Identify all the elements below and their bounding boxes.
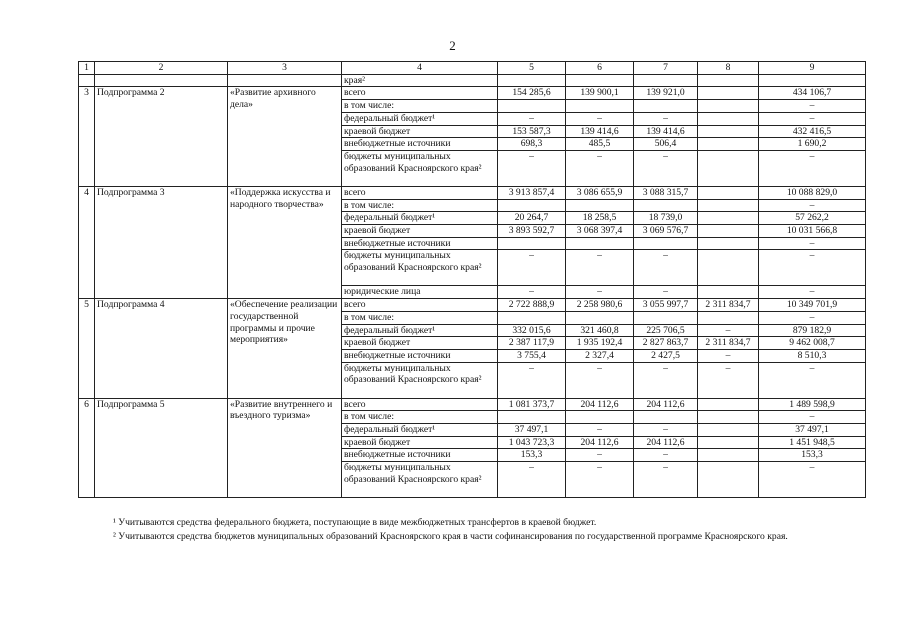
value-c7 bbox=[634, 100, 698, 113]
value-c6: 18 258,5 bbox=[566, 212, 634, 225]
value-c9: 153,3 bbox=[759, 449, 866, 462]
cont-cell-3 bbox=[228, 74, 342, 87]
source-label: в том числе: bbox=[342, 199, 498, 212]
cont-cell-4: края² bbox=[342, 74, 498, 87]
value-c5 bbox=[498, 411, 566, 424]
row-number: 6 bbox=[79, 398, 95, 498]
value-c5: – bbox=[498, 286, 566, 299]
cont-cell-6 bbox=[566, 74, 634, 87]
value-c8: – bbox=[698, 362, 759, 398]
table-row bbox=[79, 398, 866, 411]
value-c9: 8 510,3 bbox=[759, 349, 866, 362]
value-c5 bbox=[498, 100, 566, 113]
value-c5: 2 722 888,9 bbox=[498, 299, 566, 312]
value-c6: 2 258 980,6 bbox=[566, 299, 634, 312]
value-c6: 321 460,8 bbox=[566, 324, 634, 337]
value-c7: – bbox=[634, 462, 698, 498]
value-c8 bbox=[698, 398, 759, 411]
value-c9: 1 451 948,5 bbox=[759, 436, 866, 449]
header-row bbox=[79, 62, 866, 75]
value-c6: – bbox=[566, 150, 634, 186]
row-number: 5 bbox=[79, 299, 95, 399]
value-c7: 2 427,5 bbox=[634, 349, 698, 362]
value-c8 bbox=[698, 449, 759, 462]
cont-cell-9 bbox=[759, 74, 866, 87]
value-c8: – bbox=[698, 349, 759, 362]
value-c5: – bbox=[498, 112, 566, 125]
cont-cell-1 bbox=[79, 74, 95, 87]
table-row bbox=[79, 186, 866, 199]
value-c6: – bbox=[566, 250, 634, 286]
col-header-7: 7 bbox=[634, 62, 698, 75]
subprogram-name: Подпрограмма 3 bbox=[95, 186, 228, 298]
value-c6: 139 414,6 bbox=[566, 125, 634, 138]
col-header-9: 9 bbox=[759, 62, 866, 75]
value-c9: 432 416,5 bbox=[759, 125, 866, 138]
value-c8 bbox=[698, 237, 759, 250]
source-label: всего bbox=[342, 87, 498, 100]
value-c7: 3 088 315,7 bbox=[634, 186, 698, 199]
value-c5: – bbox=[498, 462, 566, 498]
value-c5 bbox=[498, 199, 566, 212]
value-c7: – bbox=[634, 362, 698, 398]
value-c7: 2 827 863,7 bbox=[634, 337, 698, 350]
value-c5: 20 264,7 bbox=[498, 212, 566, 225]
value-c9: 37 497,1 bbox=[759, 424, 866, 437]
value-c6 bbox=[566, 199, 634, 212]
value-c6: – bbox=[566, 286, 634, 299]
source-label: федеральный бюджет¹ bbox=[342, 324, 498, 337]
value-c8 bbox=[698, 100, 759, 113]
value-c8 bbox=[698, 424, 759, 437]
value-c8 bbox=[698, 212, 759, 225]
value-c5: 154 285,6 bbox=[498, 87, 566, 100]
value-c6: – bbox=[566, 449, 634, 462]
value-c9: – bbox=[759, 311, 866, 324]
value-c8 bbox=[698, 87, 759, 100]
value-c6 bbox=[566, 237, 634, 250]
value-c8 bbox=[698, 186, 759, 199]
value-c9: 879 182,9 bbox=[759, 324, 866, 337]
value-c9: – bbox=[759, 250, 866, 286]
value-c8 bbox=[698, 125, 759, 138]
table-body bbox=[79, 62, 866, 498]
continuation-row bbox=[79, 74, 866, 87]
source-label: федеральный бюджет¹ bbox=[342, 212, 498, 225]
source-label: краевой бюджет bbox=[342, 337, 498, 350]
value-c5: 1 043 723,3 bbox=[498, 436, 566, 449]
value-c6: 204 112,6 bbox=[566, 398, 634, 411]
source-label: внебюджетные источники bbox=[342, 138, 498, 151]
value-c9: – bbox=[759, 362, 866, 398]
col-header-2: 2 bbox=[95, 62, 228, 75]
source-label: в том числе: bbox=[342, 311, 498, 324]
source-label: краевой бюджет bbox=[342, 225, 498, 238]
value-c9: 10 349 701,9 bbox=[759, 299, 866, 312]
value-c6 bbox=[566, 311, 634, 324]
value-c9: – bbox=[759, 100, 866, 113]
value-c8 bbox=[698, 199, 759, 212]
value-c6: 139 900,1 bbox=[566, 87, 634, 100]
row-number: 4 bbox=[79, 186, 95, 298]
source-label: внебюджетные источники bbox=[342, 237, 498, 250]
source-label: федеральный бюджет¹ bbox=[342, 112, 498, 125]
value-c9: 10 031 566,8 bbox=[759, 225, 866, 238]
value-c8: 2 311 834,7 bbox=[698, 337, 759, 350]
table-row bbox=[79, 87, 866, 100]
subprogram-title: «Поддержка искусства и народного творчества» bbox=[228, 186, 342, 298]
value-c8 bbox=[698, 311, 759, 324]
value-c5: 1 081 373,7 bbox=[498, 398, 566, 411]
value-c6: 2 327,4 bbox=[566, 349, 634, 362]
subprogram-name: Подпрограмма 4 bbox=[95, 299, 228, 399]
source-label: всего bbox=[342, 186, 498, 199]
source-label: бюджеты муниципальных образований Красноярского края² bbox=[342, 362, 498, 398]
value-c9: – bbox=[759, 286, 866, 299]
source-label: всего bbox=[342, 398, 498, 411]
value-c9: – bbox=[759, 112, 866, 125]
value-c5: – bbox=[498, 362, 566, 398]
value-c6 bbox=[566, 100, 634, 113]
col-header-6: 6 bbox=[566, 62, 634, 75]
value-c8: – bbox=[698, 324, 759, 337]
value-c5: 153,3 bbox=[498, 449, 566, 462]
value-c9: 10 088 829,0 bbox=[759, 186, 866, 199]
col-header-5: 5 bbox=[498, 62, 566, 75]
value-c8 bbox=[698, 286, 759, 299]
value-c7 bbox=[634, 411, 698, 424]
value-c7: 139 414,6 bbox=[634, 125, 698, 138]
value-c8 bbox=[698, 436, 759, 449]
value-c5: – bbox=[498, 250, 566, 286]
value-c5: – bbox=[498, 150, 566, 186]
source-label: внебюджетные источники bbox=[342, 449, 498, 462]
value-c7: 18 739,0 bbox=[634, 212, 698, 225]
cont-cell-2 bbox=[95, 74, 228, 87]
value-c5 bbox=[498, 311, 566, 324]
value-c7: – bbox=[634, 424, 698, 437]
financing-table bbox=[78, 61, 866, 498]
source-label: в том числе: bbox=[342, 411, 498, 424]
value-c7 bbox=[634, 237, 698, 250]
value-c5: 698,3 bbox=[498, 138, 566, 151]
page-number: 2 bbox=[449, 38, 456, 53]
col-header-4: 4 bbox=[342, 62, 498, 75]
value-c8 bbox=[698, 462, 759, 498]
value-c7: – bbox=[634, 150, 698, 186]
value-c9: 1 690,2 bbox=[759, 138, 866, 151]
value-c9: – bbox=[759, 199, 866, 212]
col-header-1: 1 bbox=[79, 62, 95, 75]
value-c8: 2 311 834,7 bbox=[698, 299, 759, 312]
value-c7 bbox=[634, 199, 698, 212]
value-c5: 3 913 857,4 bbox=[498, 186, 566, 199]
value-c7: 225 706,5 bbox=[634, 324, 698, 337]
source-label: всего bbox=[342, 299, 498, 312]
value-c7: 506,4 bbox=[634, 138, 698, 151]
value-c7: 139 921,0 bbox=[634, 87, 698, 100]
value-c5: 2 387 117,9 bbox=[498, 337, 566, 350]
footnote-2: ² Учитываются средства бюджетов муниципальных образований Красноярского края в части софинансирования по государственной программе Красноярского края. bbox=[113, 531, 788, 542]
value-c7 bbox=[634, 311, 698, 324]
table-row bbox=[79, 299, 866, 312]
value-c8 bbox=[698, 250, 759, 286]
cont-cell-7 bbox=[634, 74, 698, 87]
source-label: краевой бюджет bbox=[342, 436, 498, 449]
source-label: в том числе: bbox=[342, 100, 498, 113]
value-c9: – bbox=[759, 411, 866, 424]
value-c7: – bbox=[634, 112, 698, 125]
value-c6: 3 068 397,4 bbox=[566, 225, 634, 238]
value-c8 bbox=[698, 112, 759, 125]
subprogram-title: «Развитие архивного дела» bbox=[228, 87, 342, 187]
col-header-3: 3 bbox=[228, 62, 342, 75]
value-c6 bbox=[566, 411, 634, 424]
value-c6: 3 086 655,9 bbox=[566, 186, 634, 199]
source-label: внебюджетные источники bbox=[342, 349, 498, 362]
subprogram-title: «Развитие внутреннего и въездного туризма» bbox=[228, 398, 342, 498]
source-label: краевой бюджет bbox=[342, 125, 498, 138]
col-header-8: 8 bbox=[698, 62, 759, 75]
value-c7: 3 069 576,7 bbox=[634, 225, 698, 238]
value-c5: 332 015,6 bbox=[498, 324, 566, 337]
cont-cell-5 bbox=[498, 74, 566, 87]
value-c9: – bbox=[759, 237, 866, 250]
source-label: бюджеты муниципальных образований Красноярского края² bbox=[342, 462, 498, 498]
value-c8 bbox=[698, 138, 759, 151]
subprogram-name: Подпрограмма 5 bbox=[95, 398, 228, 498]
value-c5 bbox=[498, 237, 566, 250]
value-c6: 485,5 bbox=[566, 138, 634, 151]
source-label: бюджеты муниципальных образований Красноярского края² bbox=[342, 250, 498, 286]
value-c6: – bbox=[566, 424, 634, 437]
value-c9: – bbox=[759, 150, 866, 186]
value-c6: – bbox=[566, 112, 634, 125]
value-c6: – bbox=[566, 462, 634, 498]
value-c8 bbox=[698, 150, 759, 186]
value-c9: 57 262,2 bbox=[759, 212, 866, 225]
value-c9: – bbox=[759, 462, 866, 498]
value-c7: 3 055 997,7 bbox=[634, 299, 698, 312]
value-c9: 9 462 008,7 bbox=[759, 337, 866, 350]
value-c5: 37 497,1 bbox=[498, 424, 566, 437]
value-c7: 204 112,6 bbox=[634, 398, 698, 411]
value-c7: – bbox=[634, 449, 698, 462]
value-c7: 204 112,6 bbox=[634, 436, 698, 449]
value-c5: 3 755,4 bbox=[498, 349, 566, 362]
value-c7: – bbox=[634, 286, 698, 299]
subprogram-name: Подпрограмма 2 bbox=[95, 87, 228, 187]
value-c6: 1 935 192,4 bbox=[566, 337, 634, 350]
value-c5: 153 587,3 bbox=[498, 125, 566, 138]
value-c8 bbox=[698, 225, 759, 238]
value-c6: 204 112,6 bbox=[566, 436, 634, 449]
value-c5: 3 893 592,7 bbox=[498, 225, 566, 238]
value-c6: – bbox=[566, 362, 634, 398]
source-label: федеральный бюджет¹ bbox=[342, 424, 498, 437]
cont-cell-8 bbox=[698, 74, 759, 87]
footnote-1: ¹ Учитываются средства федерального бюджета, поступающие в виде межбюджетных трансфертов в краевой бюджет. bbox=[113, 517, 597, 528]
source-label: бюджеты муниципальных образований Красноярского края² bbox=[342, 150, 498, 186]
source-label: юридические лица bbox=[342, 286, 498, 299]
row-number: 3 bbox=[79, 87, 95, 187]
value-c9: 1 489 598,9 bbox=[759, 398, 866, 411]
value-c8 bbox=[698, 411, 759, 424]
value-c7: – bbox=[634, 250, 698, 286]
subprogram-title: «Обеспечение реализации государственной программы и прочие мероприятия» bbox=[228, 299, 342, 399]
value-c9: 434 106,7 bbox=[759, 87, 866, 100]
